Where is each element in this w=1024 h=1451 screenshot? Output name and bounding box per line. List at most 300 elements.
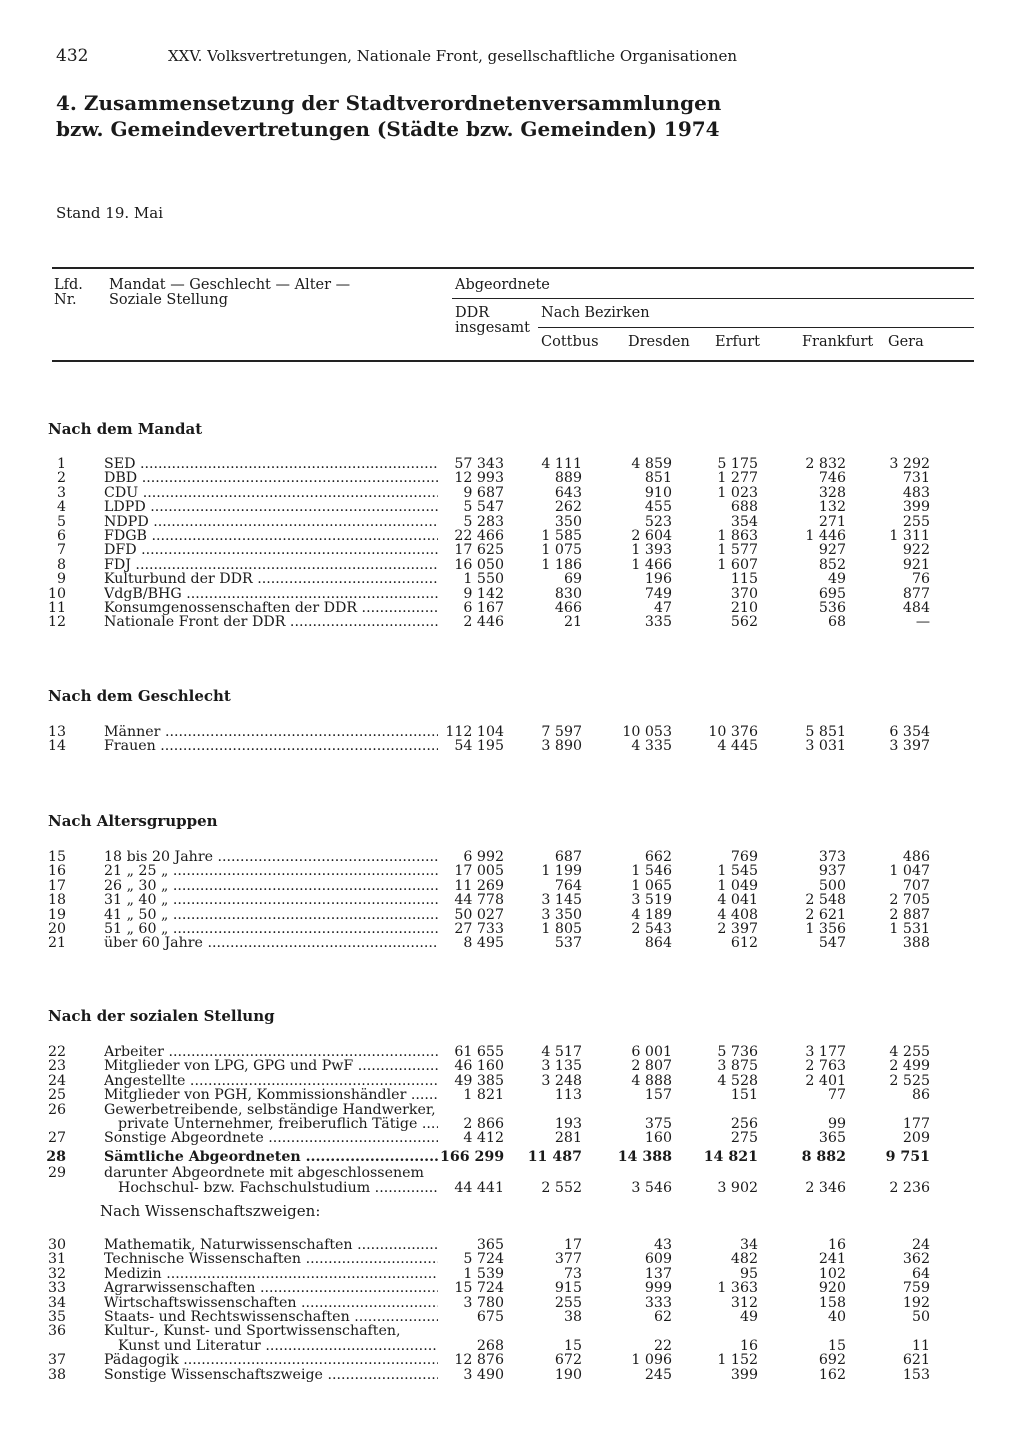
row-label: Kulturbund der DDR ..... (104, 572, 438, 587)
cell-value: 34 (739, 1237, 758, 1253)
cell-value: 3 031 (805, 738, 846, 755)
table-row (0, 1131, 1024, 1146)
table-row (0, 500, 1024, 515)
cell-value: 2 397 (717, 921, 758, 937)
row-label: Sonstige Wissenschaftszweige ..... (104, 1368, 438, 1383)
cell-value: 1 356 (805, 921, 846, 937)
cell-value: 16 050 (454, 556, 504, 573)
row-label: Sonstige Abgeordnete ..... (104, 1131, 438, 1146)
cell-value: 1 863 (717, 528, 758, 544)
table-row (0, 615, 1024, 630)
row-label: 41 „ 50 „ ..... (104, 908, 438, 923)
cell-value: 1 805 (541, 921, 582, 937)
cell-value: 256 (730, 1116, 758, 1132)
cell-value: 2 866 (463, 1116, 504, 1132)
table-title-line-1: 4. Zusammensetzung der Stadtverordnetenversammlungen (56, 91, 722, 115)
row-label: darunter Abgeordnete mit abgeschlossenem (104, 1165, 424, 1182)
cell-value: 16 (739, 1337, 758, 1354)
cell-value: 4 408 (717, 906, 758, 923)
cell-value: 3 145 (541, 892, 582, 909)
header-col-frankfurt: Frankfurt (802, 334, 874, 350)
cell-value: 920 (818, 1280, 846, 1297)
row-label: CDU ..... (104, 486, 438, 501)
row-number: 7 (56, 542, 66, 559)
cell-value: 922 (902, 542, 930, 559)
row-number: 11 (47, 600, 66, 616)
cell-value: 132 (818, 499, 846, 516)
cell-value: 2 236 (889, 1179, 930, 1196)
cell-value: 113 (554, 1087, 582, 1104)
cell-value: 262 (554, 499, 582, 516)
row-label: Medizin ..... (104, 1267, 438, 1282)
table-row (0, 879, 1024, 894)
table-row (0, 457, 1024, 472)
cell-value: 312 (730, 1294, 758, 1311)
page-number: 432 (56, 46, 89, 66)
row-number: 16 (47, 863, 66, 880)
table-row-label-line (0, 1324, 1024, 1339)
cell-value: 851 (644, 470, 672, 487)
header-col-erfurt: Erfurt (715, 334, 760, 350)
cell-value: 688 (730, 499, 758, 516)
cell-value: — (915, 614, 930, 631)
table-row (0, 936, 1024, 951)
cell-value: 3 780 (463, 1294, 504, 1311)
row-label: NDPD ..... (104, 515, 438, 530)
row-number: 37 (47, 1352, 66, 1369)
cell-value: 27 733 (454, 921, 504, 937)
cell-value: 271 (818, 513, 846, 530)
row-label: Agrarwissenschaften ..... (104, 1281, 438, 1296)
cell-value: 5 283 (463, 513, 504, 530)
cell-value: 3 546 (631, 1179, 672, 1196)
cell-value: 275 (730, 1130, 758, 1147)
cell-value: 47 (653, 600, 672, 616)
table-row (0, 1117, 1024, 1132)
row-number: 36 (47, 1323, 66, 1340)
cell-value: 11 (911, 1337, 930, 1354)
cell-value: 255 (554, 1294, 582, 1311)
cell-value: 49 (739, 1309, 758, 1325)
row-label: Kultur-, Kunst- und Sportwissenschaften, (104, 1323, 401, 1340)
row-label-continuation: Hochschul- bzw. Fachschulstudium ..... (118, 1181, 438, 1196)
header-bottom-rule (52, 360, 974, 362)
cell-value: 57 343 (454, 456, 504, 472)
row-label: 21 „ 25 „ ..... (104, 864, 438, 879)
cell-value: 1 546 (631, 863, 672, 880)
cell-value: 209 (902, 1130, 930, 1147)
cell-value: 14 821 (703, 1148, 758, 1165)
cell-value: 245 (644, 1366, 672, 1383)
cell-value: 999 (644, 1280, 672, 1297)
cell-value: 1 363 (717, 1280, 758, 1297)
cell-value: 927 (818, 542, 846, 559)
section-subtitle: Nach Wissenschaftszweigen: (100, 1202, 321, 1220)
table-row (0, 1238, 1024, 1253)
cell-value: 210 (730, 600, 758, 616)
table-row (0, 601, 1024, 616)
cell-value: 3 397 (889, 738, 930, 755)
cell-value: 255 (902, 513, 930, 530)
row-number: 10 (47, 585, 66, 602)
stand-date: Stand 19. Mai (56, 204, 163, 222)
cell-value: 1 049 (717, 877, 758, 894)
section-title: Nach dem Geschlecht (48, 687, 231, 705)
cell-value: 40 (827, 1309, 846, 1325)
header-insgesamt: insgesamt (455, 320, 530, 336)
cell-value: 50 027 (454, 906, 504, 923)
cell-value: 864 (644, 935, 672, 952)
cell-value: 44 778 (454, 892, 504, 909)
cell-value: 153 (902, 1366, 930, 1383)
abgeordnete-rule (452, 298, 974, 299)
cell-value: 43 (653, 1237, 672, 1253)
cell-value: 16 (827, 1237, 846, 1253)
cell-value: 54 195 (454, 738, 504, 755)
cell-value: 609 (644, 1251, 672, 1268)
row-label: Mitglieder von LPG, GPG und PwF ..... (104, 1059, 438, 1074)
cell-value: 73 (563, 1265, 582, 1282)
table-row (0, 1353, 1024, 1368)
cell-value: 2 543 (631, 921, 672, 937)
cell-value: 1 096 (631, 1352, 672, 1369)
cell-value: 388 (902, 935, 930, 952)
row-number: 13 (47, 724, 66, 740)
cell-value: 76 (911, 571, 930, 588)
cell-value: 177 (902, 1116, 930, 1132)
table-row-label-line (0, 1103, 1024, 1118)
cell-value: 190 (554, 1366, 582, 1383)
table-row (0, 1296, 1024, 1311)
cell-value: 523 (644, 513, 672, 530)
cell-value: 1 607 (717, 556, 758, 573)
row-label: SED ..... (104, 457, 438, 472)
cell-value: 1 577 (717, 542, 758, 559)
cell-value: 5 547 (463, 499, 504, 516)
table-row (0, 515, 1024, 530)
table-row (0, 543, 1024, 558)
cell-value: 643 (554, 484, 582, 501)
cell-value: 1 821 (463, 1087, 504, 1104)
cell-value: 877 (902, 585, 930, 602)
cell-value: 68 (827, 614, 846, 631)
cell-value: 22 466 (454, 528, 504, 544)
cell-value: 3 875 (717, 1058, 758, 1075)
cell-value: 1 199 (541, 863, 582, 880)
cell-value: 1 393 (631, 542, 672, 559)
cell-value: 2 887 (889, 906, 930, 923)
row-label: Wirtschaftswissenschaften ..... (104, 1296, 438, 1311)
cell-value: 3 248 (541, 1072, 582, 1089)
cell-value: 2 525 (889, 1072, 930, 1089)
table-row (0, 1088, 1024, 1103)
header-col-dresden: Dresden (628, 334, 690, 350)
cell-value: 1 531 (889, 921, 930, 937)
cell-value: 486 (902, 849, 930, 865)
cell-value: 5 724 (463, 1251, 504, 1268)
cell-value: 2 446 (463, 614, 504, 631)
row-number: 9 (56, 571, 66, 588)
row-label: Mitglieder von PGH, Kommissionshändler ..... (104, 1088, 438, 1103)
cell-value: 910 (644, 484, 672, 501)
table-row (0, 1281, 1024, 1296)
cell-value: 17 (563, 1237, 582, 1253)
table-title-line-2: bzw. Gemeindevertretungen (Städte bzw. Gemeinden) 1974 (56, 117, 720, 141)
row-number: 14 (47, 738, 66, 755)
cell-value: 483 (902, 484, 930, 501)
cell-value: 4 255 (889, 1044, 930, 1060)
cell-value: 62 (653, 1309, 672, 1325)
section-title: Nach Altersgruppen (48, 812, 218, 830)
cell-value: 2 604 (631, 528, 672, 544)
row-number: 12 (47, 614, 66, 631)
row-label: DFD ..... (104, 543, 438, 558)
row-number: 20 (47, 921, 66, 937)
cell-value: 44 441 (454, 1179, 504, 1196)
row-label: Nationale Front der DDR ..... (104, 615, 438, 630)
table-row (0, 471, 1024, 486)
cell-value: 2 621 (805, 906, 846, 923)
cell-value: 500 (818, 877, 846, 894)
cell-value: 365 (818, 1130, 846, 1147)
cell-value: 3 890 (541, 738, 582, 755)
bezirke-rule (538, 327, 974, 328)
row-label: 18 bis 20 Jahre ..... (104, 850, 438, 865)
cell-value: 769 (730, 849, 758, 865)
header-desc-line-2: Soziale Stellung (109, 292, 228, 308)
row-label: LDPD ..... (104, 500, 438, 515)
cell-value: 921 (902, 556, 930, 573)
cell-value: 354 (730, 513, 758, 530)
cell-value: 373 (818, 849, 846, 865)
cell-value: 10 053 (622, 724, 672, 740)
header-lfd: Lfd. (54, 277, 83, 293)
table-row (0, 908, 1024, 923)
cell-value: 1 466 (631, 556, 672, 573)
cell-value: 749 (644, 585, 672, 602)
cell-value: 536 (818, 600, 846, 616)
cell-value: 17 625 (454, 542, 504, 559)
row-number: 31 (47, 1251, 66, 1268)
cell-value: 466 (554, 600, 582, 616)
cell-value: 162 (818, 1366, 846, 1383)
table-row (0, 893, 1024, 908)
cell-value: 484 (902, 600, 930, 616)
header-col-gera: Gera (888, 334, 924, 350)
cell-value: 687 (554, 849, 582, 865)
cell-value: 17 005 (454, 863, 504, 880)
cell-value: 482 (730, 1251, 758, 1268)
cell-value: 746 (818, 470, 846, 487)
row-label: über 60 Jahre ..... (104, 936, 438, 951)
cell-value: 2 499 (889, 1058, 930, 1075)
table-row (0, 1059, 1024, 1074)
cell-value: 764 (554, 877, 582, 894)
cell-value: 4 445 (717, 738, 758, 755)
cell-value: 9 142 (463, 585, 504, 602)
cell-value: 77 (827, 1087, 846, 1104)
cell-value: 102 (818, 1265, 846, 1282)
cell-value: 328 (818, 484, 846, 501)
table-row (0, 1339, 1024, 1354)
cell-value: 22 (653, 1337, 672, 1354)
row-label: Männer ..... (104, 725, 438, 740)
cell-value: 50 (911, 1309, 930, 1325)
row-number: 18 (47, 892, 66, 909)
cell-value: 333 (644, 1294, 672, 1311)
cell-value: 15 724 (454, 1280, 504, 1297)
cell-value: 49 385 (454, 1072, 504, 1089)
cell-value: 64 (911, 1265, 930, 1282)
cell-value: 6 992 (463, 849, 504, 865)
row-number: 27 (47, 1130, 66, 1147)
row-label: Gewerbetreibende, selbständige Handwerker, (104, 1101, 436, 1118)
cell-value: 268 (476, 1337, 504, 1354)
table-row (0, 1252, 1024, 1267)
cell-value: 4 412 (463, 1130, 504, 1147)
cell-value: 166 299 (440, 1148, 505, 1165)
cell-value: 915 (554, 1280, 582, 1297)
cell-value: 86 (911, 1087, 930, 1104)
row-label: Arbeiter ..... (104, 1045, 438, 1060)
cell-value: 375 (644, 1116, 672, 1132)
cell-value: 1 545 (717, 863, 758, 880)
row-label: 31 „ 40 „ ..... (104, 893, 438, 908)
cell-value: 14 388 (617, 1148, 672, 1165)
cell-value: 8 495 (463, 935, 504, 952)
row-number: 26 (47, 1101, 66, 1118)
cell-value: 759 (902, 1280, 930, 1297)
cell-value: 335 (644, 614, 672, 631)
cell-value: 1 065 (631, 877, 672, 894)
row-number: 6 (56, 528, 66, 544)
cell-value: 3 292 (889, 456, 930, 472)
cell-value: 1 277 (717, 470, 758, 487)
header-nr: Nr. (54, 292, 77, 308)
cell-value: 4 528 (717, 1072, 758, 1089)
cell-value: 157 (644, 1087, 672, 1104)
cell-value: 2 763 (805, 1058, 846, 1075)
cell-value: 99 (827, 1116, 846, 1132)
row-label: Staats- und Rechtswissenschaften ..... (104, 1310, 438, 1325)
row-number: 32 (47, 1265, 66, 1282)
cell-value: 5 851 (805, 724, 846, 740)
cell-value: 1 186 (541, 556, 582, 573)
cell-value: 692 (818, 1352, 846, 1369)
cell-value: 2 346 (805, 1179, 846, 1196)
cell-value: 137 (644, 1265, 672, 1282)
cell-value: 24 (911, 1237, 930, 1253)
row-number: 23 (47, 1058, 66, 1075)
cell-value: 1 075 (541, 542, 582, 559)
cell-value: 2 832 (805, 456, 846, 472)
cell-value: 193 (554, 1116, 582, 1132)
cell-value: 10 376 (708, 724, 758, 740)
cell-value: 9 687 (463, 484, 504, 501)
cell-value: 455 (644, 499, 672, 516)
cell-value: 11 269 (454, 877, 504, 894)
cell-value: 1 550 (463, 571, 504, 588)
cell-value: 562 (730, 614, 758, 631)
cell-value: 8 882 (801, 1148, 846, 1165)
cell-value: 61 655 (454, 1044, 504, 1060)
cell-value: 112 104 (445, 724, 504, 740)
table-row (0, 850, 1024, 865)
table-row (0, 1368, 1024, 1383)
row-number: 8 (56, 556, 66, 573)
cell-value: 4 189 (631, 906, 672, 923)
cell-value: 937 (818, 863, 846, 880)
cell-value: 6 354 (889, 724, 930, 740)
cell-value: 49 (827, 571, 846, 588)
cell-value: 115 (730, 571, 758, 588)
cell-value: 370 (730, 585, 758, 602)
row-number: 5 (56, 513, 66, 530)
row-label: 51 „ 60 „ ..... (104, 922, 438, 937)
cell-value: 3 350 (541, 906, 582, 923)
row-number: 19 (47, 906, 66, 923)
cell-value: 11 487 (527, 1148, 582, 1165)
row-label-continuation: private Unternehmer, freiberuflich Tätige ..... (118, 1117, 438, 1132)
cell-value: 151 (730, 1087, 758, 1104)
row-number: 30 (47, 1237, 66, 1253)
cell-value: 662 (644, 849, 672, 865)
cell-value: 672 (554, 1352, 582, 1369)
cell-value: 612 (730, 935, 758, 952)
table-row (0, 1074, 1024, 1089)
cell-value: 1 539 (463, 1265, 504, 1282)
header-nach-bezirken: Nach Bezirken (541, 305, 650, 321)
running-head (56, 46, 737, 66)
row-label: 26 „ 30 „ ..... (104, 879, 438, 894)
row-number: 21 (47, 935, 66, 952)
row-number: 1 (56, 456, 66, 472)
cell-value: 3 902 (717, 1179, 758, 1196)
row-label: Technische Wissenschaften ..... (104, 1252, 438, 1267)
cell-value: 3 177 (805, 1044, 846, 1060)
cell-value: 7 597 (541, 724, 582, 740)
cell-value: 675 (476, 1309, 504, 1325)
cell-value: 95 (739, 1265, 758, 1282)
cell-value: 1 152 (717, 1352, 758, 1369)
row-label: Pädagogik ..... (104, 1353, 438, 1368)
cell-value: 281 (554, 1130, 582, 1147)
table-row (0, 725, 1024, 740)
cell-value: 2 807 (631, 1058, 672, 1075)
cell-value: 362 (902, 1251, 930, 1268)
cell-value: 158 (818, 1294, 846, 1311)
row-label: VdgB/BHG ..... (104, 587, 438, 602)
cell-value: 4 859 (631, 456, 672, 472)
cell-value: 241 (818, 1251, 846, 1268)
cell-value: 830 (554, 585, 582, 602)
table-row (0, 572, 1024, 587)
row-number: 29 (47, 1165, 66, 1182)
cell-value: 621 (902, 1352, 930, 1369)
row-number: 24 (47, 1072, 66, 1089)
cell-value: 4 517 (541, 1044, 582, 1060)
cell-value: 2 705 (889, 892, 930, 909)
table-row-label-line (0, 1166, 1024, 1181)
cell-value: 15 (563, 1337, 582, 1354)
cell-value: 2 548 (805, 892, 846, 909)
cell-value: 695 (818, 585, 846, 602)
row-number: 15 (47, 849, 66, 865)
cell-value: 547 (818, 935, 846, 952)
cell-value: 192 (902, 1294, 930, 1311)
cell-value: 889 (554, 470, 582, 487)
cell-value: 1 023 (717, 484, 758, 501)
